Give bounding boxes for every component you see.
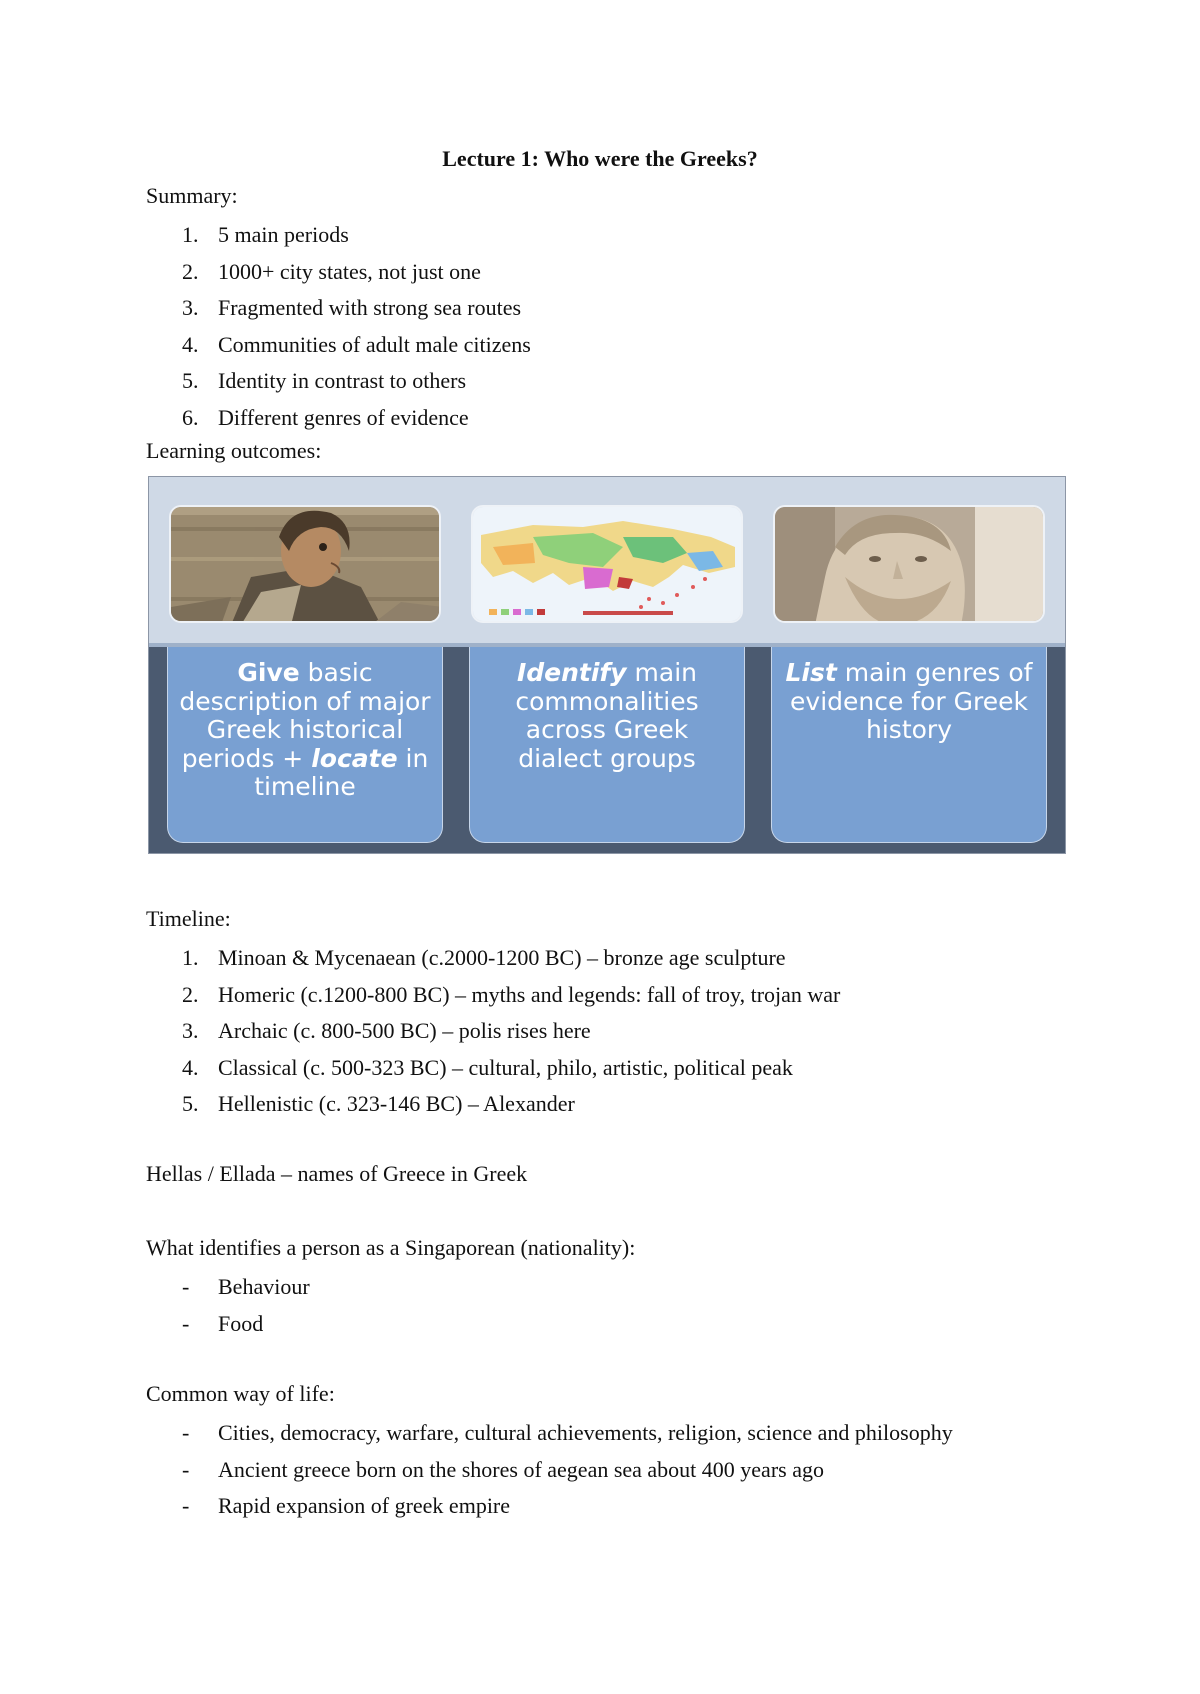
outcome-card-give: Give basic description of major Greek historical periods + locate in timeline — [167, 647, 443, 843]
timeline-heading: Timeline: — [146, 906, 231, 931]
greek-map-image — [471, 505, 743, 623]
singaporean-heading: What identifies a person as a Singaporean (nationality): — [146, 1235, 636, 1260]
bearded-bust-art — [775, 507, 1045, 623]
page-title: Lecture 1: Who were the Greeks? — [442, 146, 758, 171]
document-page: Lecture 1: Who were the Greeks? Summary: 1. 5 main periods 2. 1000+ city states, not just one 3. Fragmented with strong sea routes 4. Communities of adult male citizens 5. Identity in contrast to others 6. Different genres of evidence Learning outcomes: Give basic description of major Greek historical periods + locate in timeline Identify main commonalities across Greek dialect groups List main genres of evidence for Greek history Timeline: 1. Minoan & Mycenaean (c.2000-1200 BC) – bronze age sculpture 2. Homeric (c.1200-800 BC) – myths and legends: fall of troy, trojan war 3. Archaic (c. 800-500 BC) – polis rises here 4. Classical (c. 500-323 BC) – cultural, philo, artistic, political peak 5. Hellenistic (c. 323-146 BC) – Alexander Hellas / Ellada – names of Greece in Greek What identifies a person as a Singaporean (nationality): - Behaviour - Food Common way of life: - Cities, democracy, warfare, cultural achievements, religion, science and philosophy - Ancient greece born on the shores of aegean sea about 400 years ago - Rapid expansion of greek empire — [0, 0, 1200, 1694]
bearded-bust-image — [773, 505, 1045, 623]
greek-map-art — [473, 507, 743, 623]
common-way-heading: Common way of life: — [146, 1381, 335, 1406]
learning-outcomes-heading: Learning outcomes: — [146, 438, 322, 463]
mosaic-portrait-image — [169, 505, 441, 623]
outcome-card-identify: Identify main commonalities across Greek dialect groups — [469, 647, 745, 843]
hellas-line: Hellas / Ellada – names of Greece in Greek — [146, 1161, 528, 1186]
learning-outcomes-graphic — [148, 476, 1066, 854]
outcome-card-list: List main genres of evidence for Greek history — [771, 647, 1047, 843]
mosaic-portrait-art — [171, 507, 441, 623]
summary-heading: Summary: — [146, 183, 238, 208]
